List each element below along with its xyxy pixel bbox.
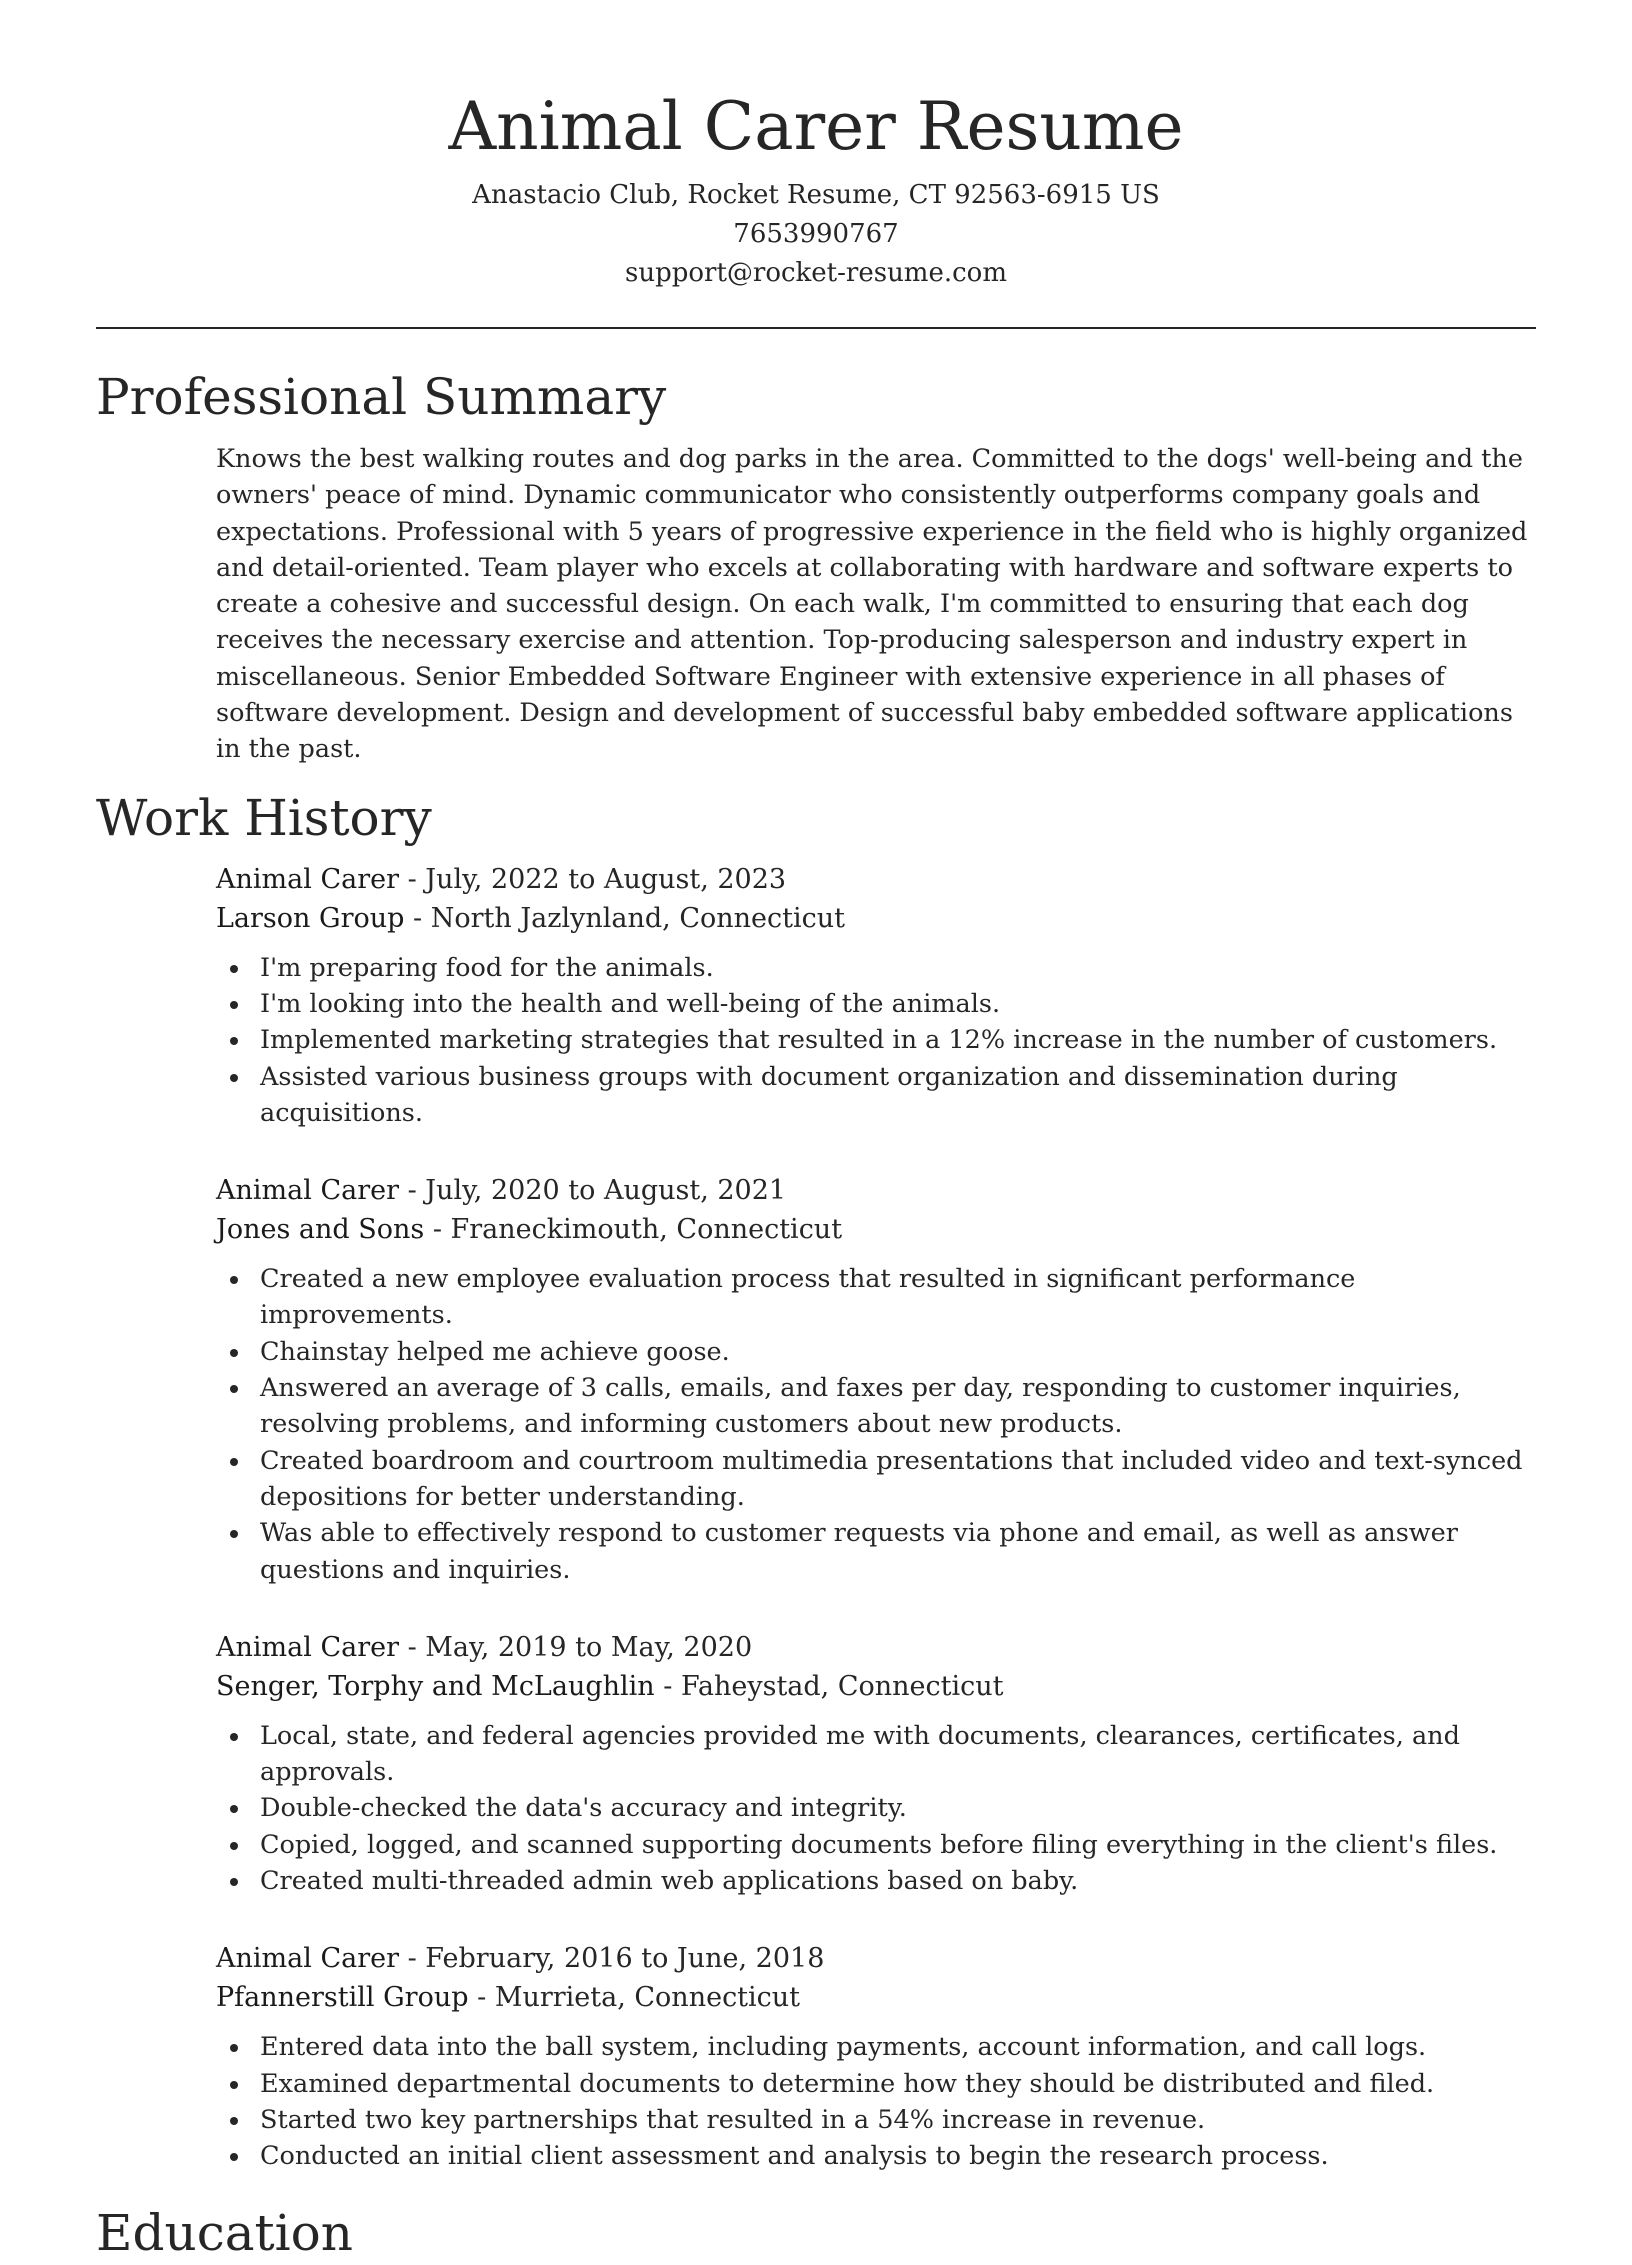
- job-bullet: Implemented marketing strategies that resulted in a 12% increase in the number of customers.: [216, 1022, 1536, 1058]
- job-company-line: [216, 899, 1536, 938]
- job-entry: [216, 1171, 1536, 1588]
- work-history-section: [216, 860, 1536, 2175]
- job-bullet: Created multi-threaded admin web applications based on baby.: [216, 1863, 1536, 1899]
- job-bullet: Was able to effectively respond to customer requests via phone and email, as well as answer questions and inquiries.: [216, 1515, 1536, 1588]
- job-dates: - February, 2016 to June, 2018: [399, 1943, 825, 1975]
- job-entry: [216, 1628, 1536, 1899]
- job-location: - Murrieta, Connecticut: [468, 1982, 801, 2014]
- contact-block: [96, 176, 1536, 293]
- contact-email: support@rocket-resume.com: [624, 258, 1007, 288]
- job-bullet: Answered an average of 3 calls, emails, and faxes per day, responding to customer inquiries, resolving problems, and informing customers about new products.: [216, 1370, 1536, 1443]
- job-bullet: Conducted an initial client assessment and analysis to begin the research process.: [216, 2138, 1536, 2174]
- job-location: - North Jazlynland, Connecticut: [404, 902, 845, 934]
- job-bullet: Created a new employee evaluation process that resulted in significant performance improvements.: [216, 1261, 1536, 1334]
- job-dates: - July, 2020 to August, 2021: [399, 1175, 787, 1207]
- job-dates: - July, 2022 to August, 2023: [399, 863, 787, 895]
- job-bullet-list: [216, 2029, 1536, 2174]
- job-bullet: Double-checked the data's accuracy and integrity.: [216, 1790, 1536, 1826]
- job-role: Animal Carer: [216, 1175, 399, 1207]
- job-bullet: Local, state, and federal agencies provided me with documents, clearances, certificates, and approvals.: [216, 1718, 1536, 1791]
- job-company: Pfannerstill Group: [216, 1982, 469, 2014]
- resume-page: [96, 0, 1536, 2265]
- job-bullet-list: [216, 1718, 1536, 1899]
- job-bullet-list: [216, 950, 1536, 1131]
- job-bullet: Assisted various business groups with document organization and dissemination during acquisitions.: [216, 1059, 1536, 1132]
- header-divider: [96, 327, 1536, 329]
- job-dates: - May, 2019 to May, 2020: [399, 1631, 753, 1663]
- job-title-line: [216, 1939, 1536, 1978]
- job-title-line: [216, 1171, 1536, 1210]
- job-location: - Faheystad, Connecticut: [654, 1670, 1004, 1702]
- job-company-line: [216, 1978, 1536, 2017]
- job-bullet: Started two key partnerships that resulted in a 54% increase in revenue.: [216, 2102, 1536, 2138]
- section-title-education: Education: [96, 2203, 353, 2262]
- job-role: Animal Carer: [216, 863, 399, 895]
- job-bullet: Chainstay helped me achieve goose.: [216, 1334, 1536, 1370]
- contact-phone: 7653990767: [733, 219, 899, 249]
- job-company: Larson Group: [216, 902, 405, 934]
- job-company: Senger, Torphy and McLaughlin: [216, 1670, 655, 1702]
- summary-text: Knows the best walking routes and dog parks in the area. Committed to the dogs' well-being and the owners' peace of mind. Dynamic communicator who consistently outperforms company goals and expectations. Professional with 5 years of progressive experience in the field who is highly organized and detail-oriented. Team player who excels at collaborating with hardware and software experts to create a cohesive and successful design. On each walk, I'm committed to ensuring that each dog receives the necessary exercise and attention. Top-producing salesperson and industry expert in miscellaneous. Senior Embedded Software Engineer with extensive experience in all phases of software development. Design and development of successful baby embedded software applications in the past.: [216, 444, 1528, 765]
- job-bullet: Copied, logged, and scanned supporting documents before filing everything in the client's files.: [216, 1827, 1536, 1863]
- job-title-line: [216, 1628, 1536, 1667]
- job-bullet-list: [216, 1261, 1536, 1588]
- job-location: - Franeckimouth, Connecticut: [424, 1214, 843, 1246]
- job-bullet: Entered data into the ball system, including payments, account information, and call logs.: [216, 2029, 1536, 2065]
- section-title-summary: Professional Summary: [96, 368, 667, 426]
- contact-address: Anastacio Club, Rocket Resume, CT 92563-6915 US: [472, 180, 1160, 210]
- job-bullet: Examined departmental documents to determine how they should be distributed and filed.: [216, 2066, 1536, 2102]
- resume-header: [96, 0, 1536, 293]
- job-company-line: [216, 1667, 1536, 1706]
- job-entry: [216, 860, 1536, 1131]
- job-role: Animal Carer: [216, 1943, 399, 1975]
- summary-section: [216, 441, 1536, 768]
- job-title-line: [216, 860, 1536, 899]
- job-company-line: [216, 1210, 1536, 1249]
- job-bullet: I'm preparing food for the animals.: [216, 950, 1536, 986]
- job-role: Animal Carer: [216, 1631, 399, 1663]
- job-bullet: Created boardroom and courtroom multimedia presentations that included video and text-synced depositions for better understanding.: [216, 1443, 1536, 1516]
- section-title-work-history: Work History: [96, 788, 432, 847]
- job-bullet: I'm looking into the health and well-being of the animals.: [216, 986, 1536, 1022]
- job-entry: [216, 1939, 1536, 2174]
- job-company: Jones and Sons: [216, 1214, 425, 1246]
- resume-title: Animal Carer Resume: [448, 88, 1184, 165]
